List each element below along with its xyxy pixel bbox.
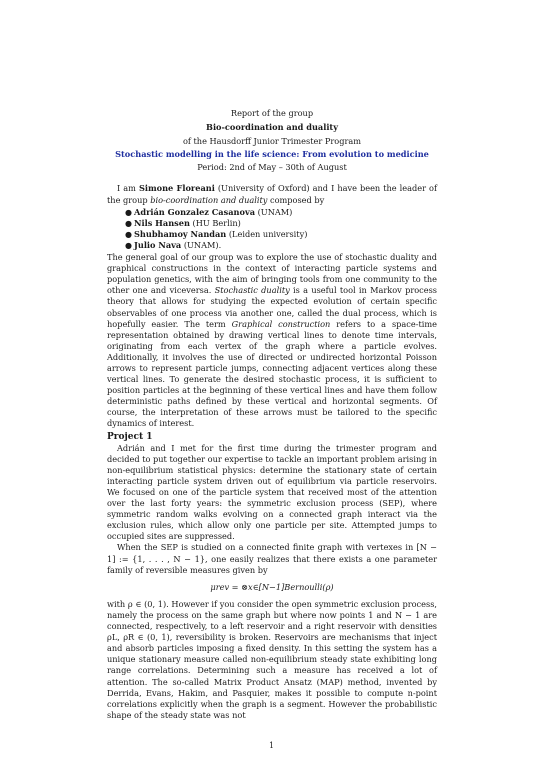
author-name: Simone Floreani — [138, 183, 215, 194]
list-item: ● Julio Nava (UNAM). — [125, 239, 222, 250]
bullet-icon: ● — [125, 207, 132, 217]
list-item: ● Adrián Gonzalez Casanova (UNAM) — [125, 206, 293, 217]
report-heading: Report of the group — [230, 108, 314, 118]
program-name: Stochastic modelling in the life science: From evolution to medicine — [115, 149, 429, 160]
member-list — [107, 207, 437, 251]
reversible-measure-equation: μrev = ⊗x∈[N−1]Bernoulli(ρ) — [210, 581, 334, 592]
group-name-emphasis: bio-coordination and duality — [150, 194, 268, 205]
group-title: Bio-coordination and duality — [206, 122, 338, 133]
program-subtitle: of the Hausdorff Junior Trimester Program — [182, 136, 362, 147]
program-period: Period: 2nd of May – 30th of August — [197, 162, 347, 173]
intro-paragraph: I am Simone Floreani (University of Oxford) and I have been the leader of the group bio-coordination and duality composed by — [107, 183, 438, 205]
bullet-icon: ● — [125, 218, 132, 228]
project-paragraph-1: Adrián and I met for the first time during the trimester program and decided to put together our expertise to tackle an important problem arising in non-equilibrium statistical physics: determine the stationary state of certain interacting particle system driven out of equilibrium via particle reservoirs. We focused on one of the particle system that received most of the attention over the last forty years: the symmetric exclusion process (SEP), where symmetric random walks evolving on a connected graph interact via the exclusion rules, which allow only one particle per site. Attempted jumps to occupied sites are suppressed. — [107, 442, 437, 542]
list-item: ● Shubhamoy Nandan (Leiden university) — [125, 228, 308, 239]
project-paragraph-2: When the SEP is studied on a connected finite graph with vertexes in [N − 1] := {1, . . . , N − 1}, one easily realizes that there exists a one parameter family of reversible measures given by — [107, 542, 437, 575]
page-number: 1 — [268, 741, 275, 750]
project-paragraph-3: with ρ ∈ (0, 1). However if you consider the open symmetric exclusion process, namely the process on the same graph but where now points 1 and N − 1 are connected, respectively, to a left reservoir and a right reservoir with densities ρL, ρR ∈ (0, 1), reversibility is broken. Reservoirs are mechanisms that inject and absorb particles imposing a fixed density. In this setting the system has a unique stationary measure called non-equilibrium steady state exhibiting long range correlations. Determining such a measure has received a lot of attention. The so-called Matrix Product Ansatz (MAP) method, invented by Derrida, Evans, Hakim, and Pasquier, makes it possible to compute n-point correlations explicitly when the graph is a segment. However the probabilistic shape of the steady state was not — [107, 598, 437, 720]
goal-paragraph: The general goal of our group was to explore the use of stochastic duality and graphical constructions in the context of interacting particle systems and population genetics, with the aim of bringing tools from one community to the other one and viceversa. Stochastic duality is a useful tool in Markov process theory that allows for studying the expected evolution of certain specific observables of one process via another one, called the dual process, which is hopefully easier. The term Graphical construction refers to a space-time representation obtained by drawing vertical lines to denote time intervals, originating from each vertex of the graph where a particle evolves. Additionally, it involves the use of directed or undirected horizontal Poisson arrows to represent particle jumps, connecting adjacent vertices along these vertical lines. To generate the desired stochastic process, it is sufficient to position particles at the beginning of these vertical lines and have them follow deterministic paths defined by these vertical and horizontal segments. Of course, the interpretation of these arrows must be tailored to the specific dynamics of interest. — [107, 252, 437, 429]
report-text — [107, 108, 437, 721]
section-title: Project 1 — [107, 431, 153, 442]
bullet-icon: ● — [125, 229, 132, 239]
bullet-icon: ● — [125, 240, 132, 250]
list-item: ● Nils Hansen (HU Berlin) — [125, 217, 241, 228]
